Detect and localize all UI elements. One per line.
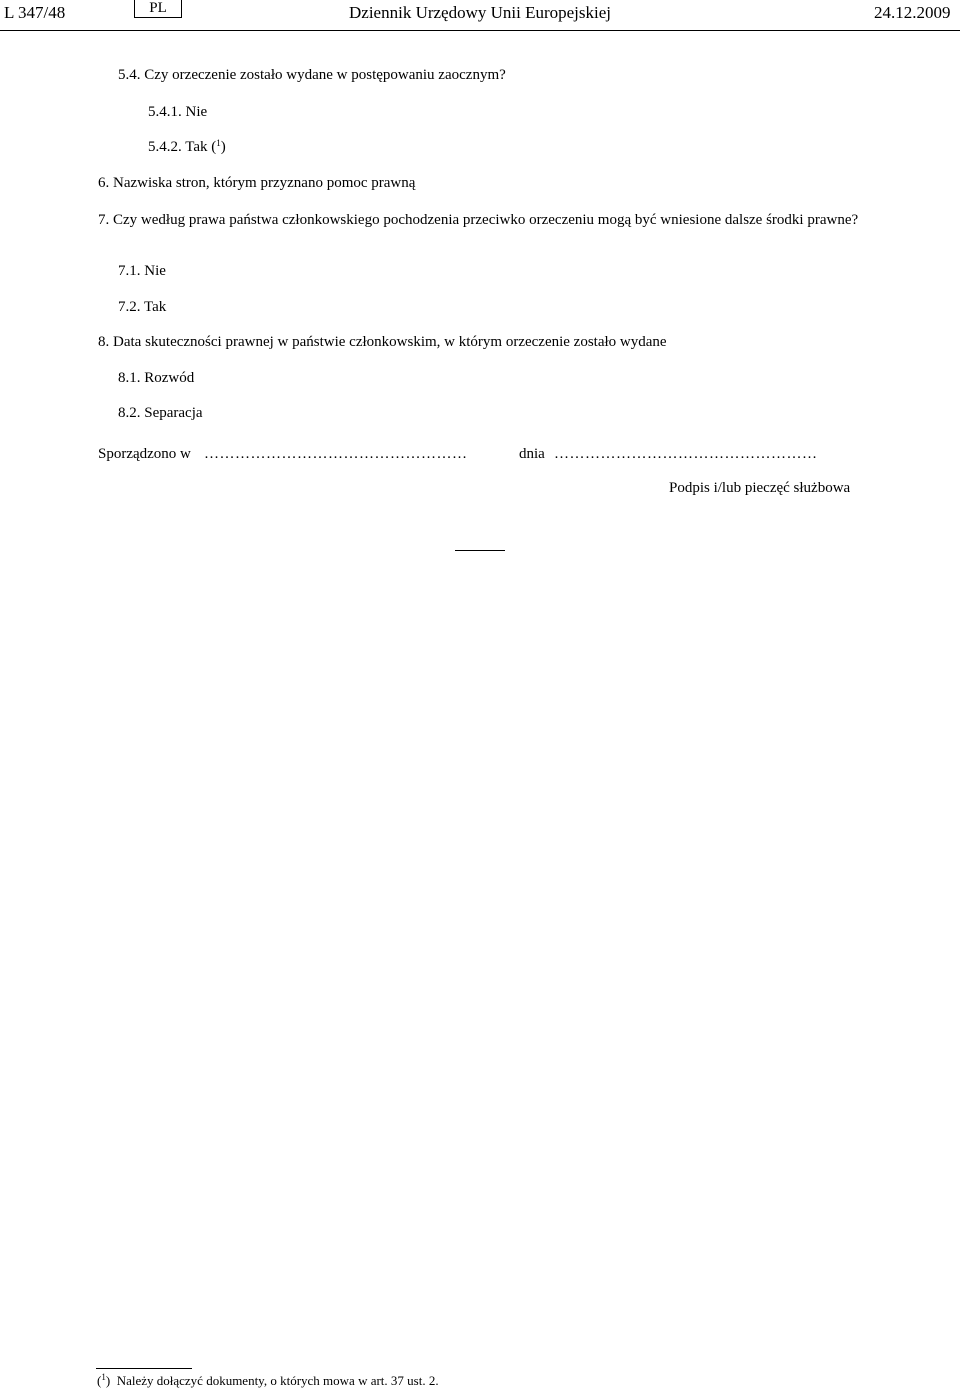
item-8: 8. Data skuteczności prawnej w państwie członkowskim, w którym orzeczenie zostało wydane <box>98 334 667 350</box>
item-5-4-2-close: ) <box>220 139 226 155</box>
item-6: 6. Nazwiska stron, którym przyznano pomoc prawną <box>98 175 416 191</box>
footnote: ($^1$) Należy dołączyć dokumenty, o których mowa w art. 37 ust. 2. <box>97 1372 439 1388</box>
item-5-4: 5.4. Czy orzeczenie zostało wydane w postępowaniu zaocznym? <box>118 67 506 83</box>
place-label: Sporządzono w <box>98 446 191 462</box>
place-field: …………………………………………… <box>204 446 468 462</box>
item-8-2: 8.2. Separacja <box>118 405 203 421</box>
section-separator <box>455 550 505 551</box>
date-label: dnia <box>519 446 545 462</box>
footnote-number: 1 <box>101 1372 106 1382</box>
page-reference: L 347/48 <box>4 3 66 22</box>
header-rule <box>0 30 960 31</box>
item-7-2: 7.2. Tak <box>118 299 167 315</box>
item-7-1: 7.1. Nie <box>118 263 166 279</box>
journal-title: Dziennik Urzędowy Unii Europejskiej <box>349 3 612 22</box>
language-badge: PL <box>134 0 182 18</box>
item-7: 7. Czy według prawa państwa członkowskiego pochodzenia przeciwko orzeczeniu mogą być wniesione dalsze środki prawne? <box>98 212 859 228</box>
footnote-text: Należy dołączyć dokumenty, o których mowa w art. 37 ust. 2. <box>116 1373 439 1388</box>
item-8-1: 8.1. Rozwód <box>118 370 195 386</box>
footnote-ref: 1 <box>216 138 221 148</box>
item-5-4-2 <box>148 139 226 156</box>
item-5-4-2-text: 5.4.2. Tak ( <box>148 139 217 155</box>
date-field: …………………………………………… <box>554 446 818 462</box>
item-5-4-1: 5.4.1. Nie <box>148 104 208 120</box>
footnote-rule <box>96 1368 192 1369</box>
signature-label: Podpis i/lub pieczęć służbowa <box>669 480 851 496</box>
publication-date: 24.12.2009 <box>874 3 951 22</box>
